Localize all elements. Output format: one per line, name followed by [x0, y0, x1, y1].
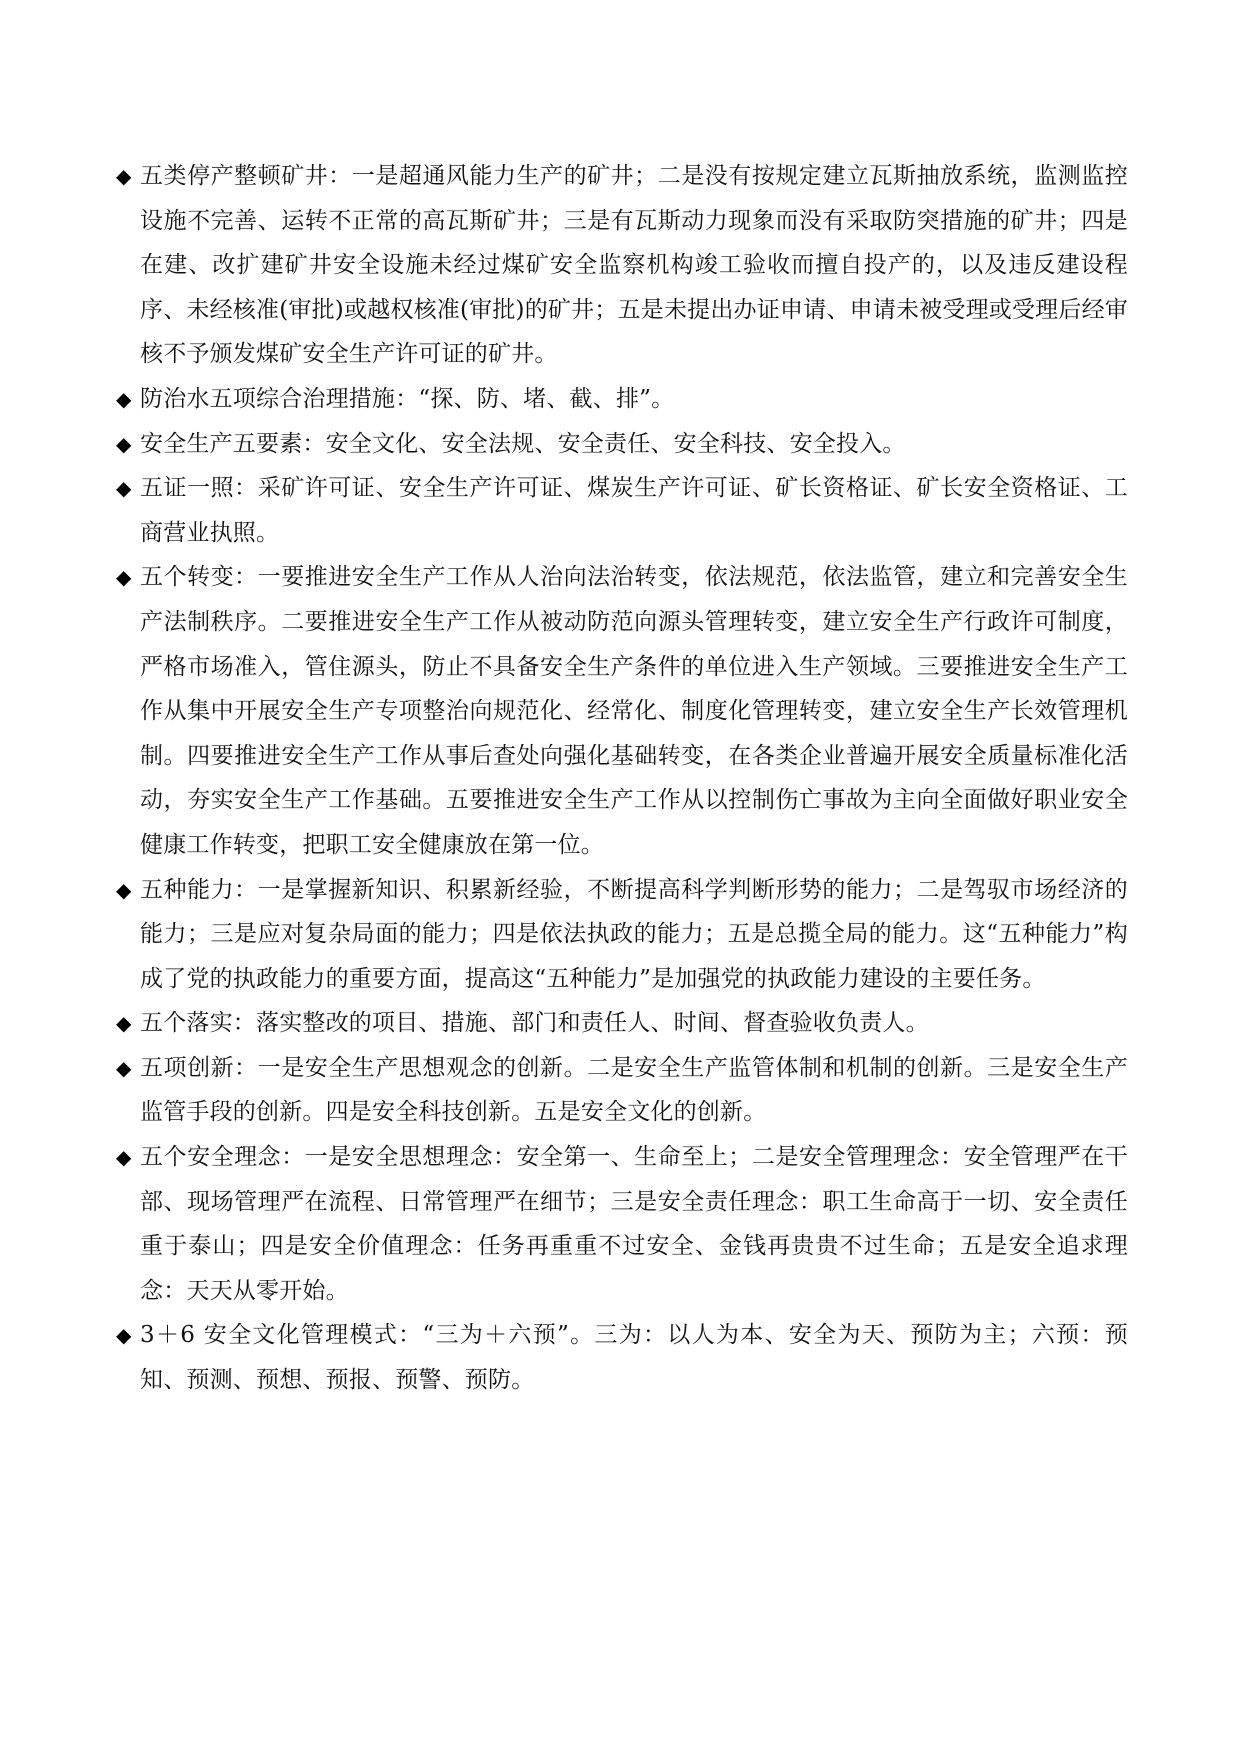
list-item-text: 防治水五项综合治理措施：“探、防、堵、截、排”。 [140, 385, 675, 412]
diamond-bullet-icon: ◆ [116, 476, 132, 501]
list-item [116, 422, 1128, 467]
diamond-bullet-icon: ◆ [116, 1323, 132, 1348]
document-body [116, 154, 1128, 1403]
diamond-bullet-icon: ◆ [116, 1145, 132, 1170]
diamond-bullet-icon: ◆ [116, 164, 132, 188]
list-item-text: 五个落实：落实整改的项目、措施、部门和责任人、时间、督查验收负责人。 [140, 1010, 929, 1037]
list-item [116, 377, 1128, 422]
list-item-text: 五个安全理念：一是安全思想理念：安全第一、生命至上；二是安全管理理念：安全管理严在干部、现场管理严在流程、日常管理严在细节；三是安全责任理念：职工生命高于一切、安全责任重于泰山；四是安全价值理念：任务再重重不过安全、金钱再贵贵不过生命；五是安全追求理念：天天从零开始。 [140, 1144, 1128, 1304]
list-item [116, 1046, 1128, 1135]
diamond-bullet-icon: ◆ [116, 877, 132, 902]
list-item-text: 五个转变：一要推进安全生产工作从人治向法治转变，依法规范，依法监管，建立和完善安全生产法制秩序。二要推进安全生产工作从被动防范向源头管理转变，建立安全生产行政许可制度，严格市场准入，管住源头，防止不具备安全生产条件的单位进入生产领域。三要推进安全生产工作从集中开展安全生产专项整治向规范化、经常化、制度化管理转变，建立安全生产长效管理机制。四要推进安全生产工作从事后查处向强化基础转变，在各类企业普遍开展安全质量标准化活动，夯实安全生产工作基础。五要推进安全生产工作从以控制伤亡事故为主向全面做好职业安全健康工作转变，把职工安全健康放在第一位。 [140, 564, 1128, 858]
list-item [116, 1313, 1128, 1402]
list-item-text: 安全生产五要素：安全文化、安全法规、安全责任、安全科技、安全投入。 [140, 430, 906, 457]
list-item [116, 466, 1128, 555]
list-item-text: 3＋6 安全文化管理模式：“三为＋六预”。三为：以人为本、安全为天、预防为主；六预：预知、预测、预想、预报、预警、预防。 [140, 1322, 1128, 1394]
diamond-bullet-icon: ◆ [116, 1055, 132, 1080]
list-item [116, 555, 1128, 867]
list-item [116, 1001, 1128, 1046]
diamond-bullet-icon: ◆ [116, 431, 132, 456]
list-item [116, 154, 1128, 377]
list-item-text: 五种能力：一是掌握新知识、积累新经验，不断提高科学判断形势的能力；二是驾驭市场经济的能力；三是应对复杂局面的能力；四是依法执政的能力；五是总揽全局的能力。这“五种能力”构成了党的执政能力的重要方面，提高这“五种能力”是加强党的执政能力建设的主要任务。 [140, 876, 1128, 992]
list-item [116, 1135, 1128, 1313]
diamond-bullet-icon: ◆ [116, 1011, 132, 1036]
diamond-bullet-icon: ◆ [116, 565, 132, 590]
list-item-text: 五证一照：采矿许可证、安全生产许可证、煤炭生产许可证、矿长资格证、矿长安全资格证、工商营业执照。 [140, 475, 1128, 546]
diamond-bullet-icon: ◆ [116, 386, 132, 411]
list-item-text: 五类停产整顿矿井：一是超通风能力生产的矿井；二是没有按规定建立瓦斯抽放系统，监测监控设施不完善、运转不正常的高瓦斯矿井；三是有瓦斯动力现象而没有采取防突措施的矿井；四是在建、改扩建矿井安全设施未经过煤矿安全监察机构竣工验收而擅自投产的，以及违反建设程序、未经核准(审批)或越权核准(审批)的矿井；五是未提出办证申请、申请未被受理或受理后经审核不予颁发煤矿安全生产许可证的矿井。 [140, 163, 1128, 368]
list-item [116, 868, 1128, 1002]
list-item-text: 五项创新：一是安全生产思想观念的创新。二是安全生产监管体制和机制的创新。三是安全生产监管手段的创新。四是安全科技创新。五是安全文化的创新。 [140, 1054, 1128, 1126]
